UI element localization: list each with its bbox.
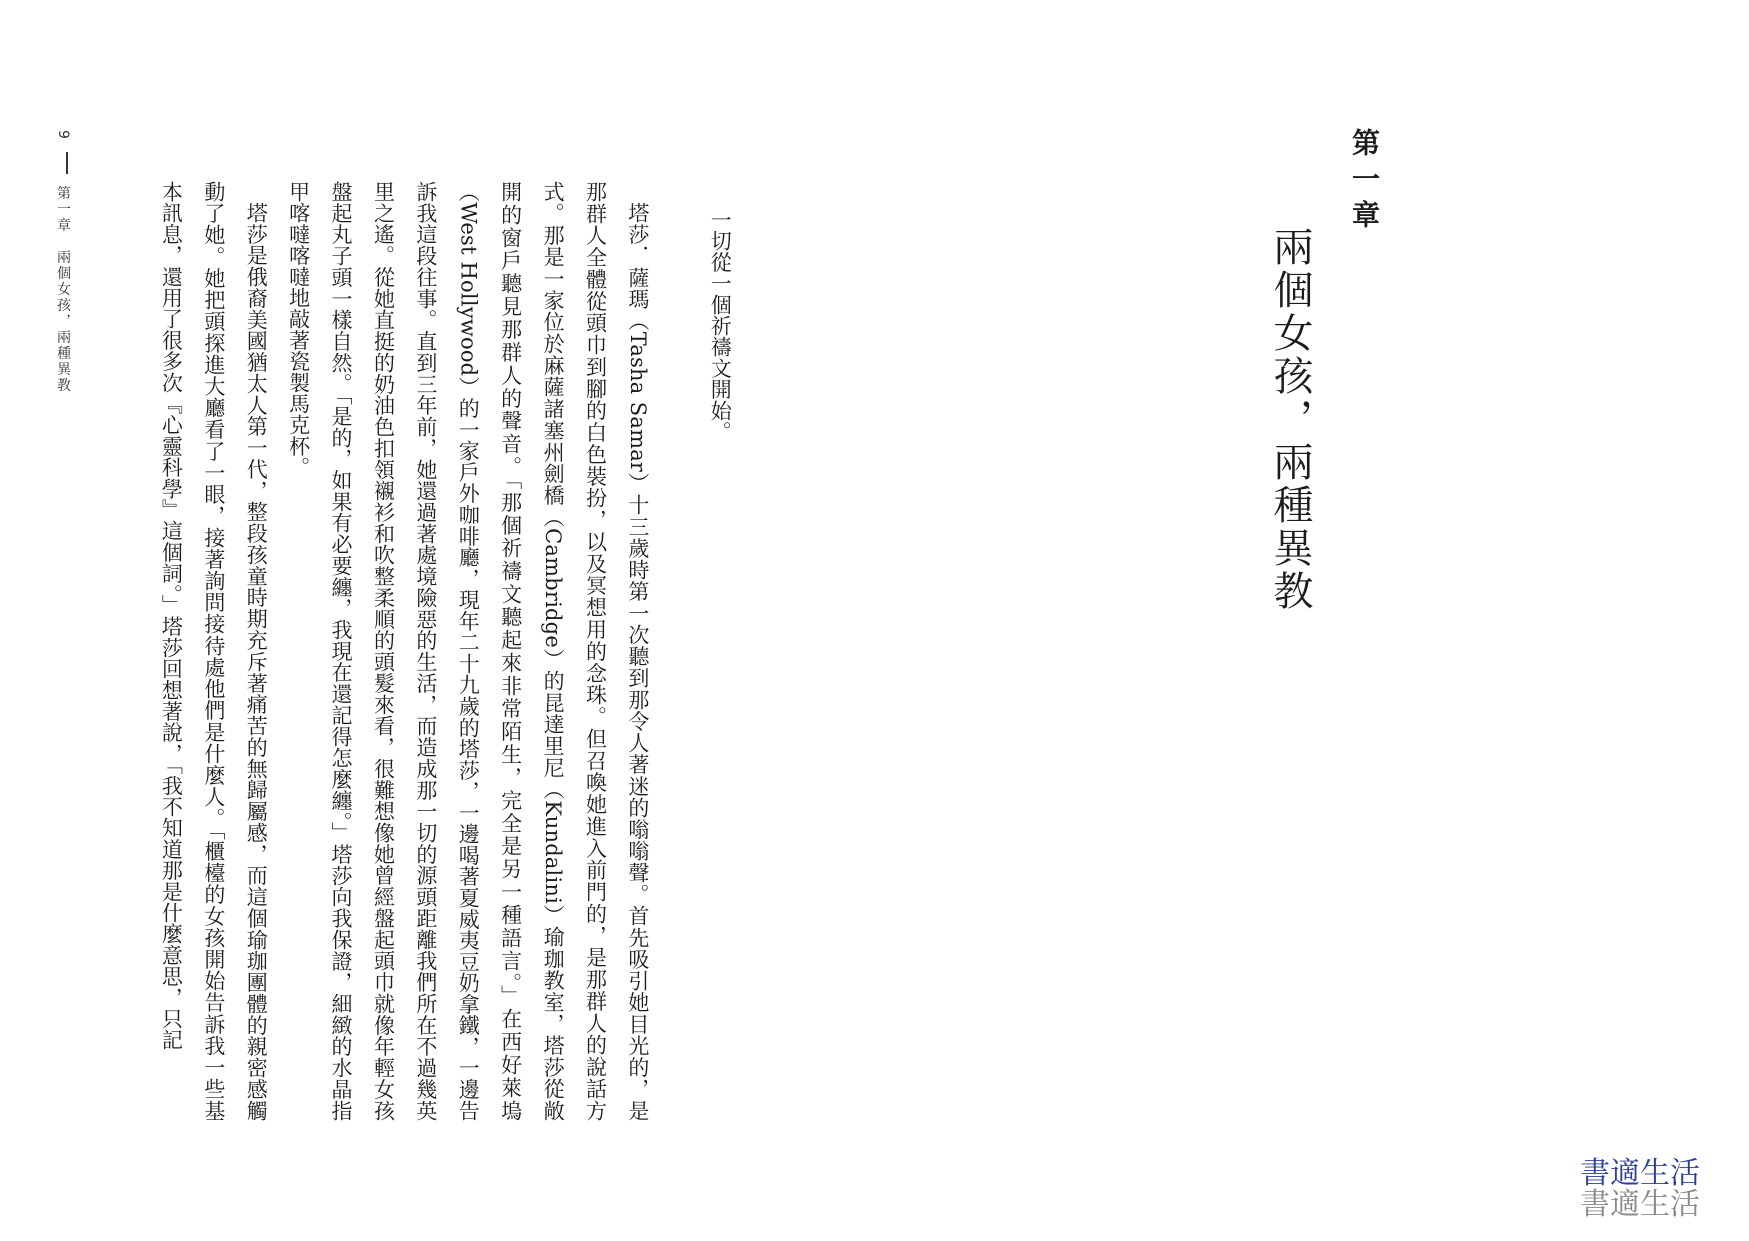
watermark-line-2: 書適生活 [1580,1187,1700,1222]
paragraph: 塔莎是俄裔美國猶太人第一代，整段孩童時期充斥著痛苦的無歸屬感，而這個瑜珈團體的親密感觸動了她。她把頭探進大廳看了一眼，接著詢問接待處他們是什麼人。「櫃檯的女孩開始告訴我一些基本訊息，還用了很多次『心靈科學』這個詞。」塔莎回想著說，「我不知道那是什麼意思，只記 [159,181,269,1121]
running-title: 第一章 兩個女孩，兩種異教 [55,185,71,394]
publisher-watermark [1580,1158,1710,1220]
opening-line: 一切從一個祈禱文開始。 [708,209,733,443]
footer-rule [66,152,68,174]
chapter-label: 第一章 [1348,128,1381,236]
paragraph: 塔莎．薩瑪（Tasha Samar）十三歲時第一次聽到那令人著迷的嗡嗡聲。首先吸引她目光的，是那群人全體從頭巾到腳的白色裝扮，以及冥想用的念珠。但召喚她進入前門的，是那群人的說話方式。那是一家位於麻薩諸塞州劍橋（Cambridge）的昆達里尼（Kundalini）瑜珈教室，塔莎從敞開的窗戶聽見那群人的聲音。「那個祈禱文聽起來非常陌生，完全是另一種語言。」在西好萊塢（West Hollywood）的一家戶外咖啡廳，現年二十九歲的塔莎，一邊喝著夏威夷豆奶拿鐵，一邊告訴我這段往事。直到三年前，她還過著處境險惡的生活，而造成那一切的源頭距離我們所在不過幾英里之遙。從她直挺的奶油色扣領襯衫和吹整柔順的頭髮來看，很難想像她曾經盤起頭巾就像年輕女孩盤起丸子頭一樣自然。「是的，如果有必要纏，我現在還記得怎麼纏。」塔莎向我保證，細緻的水晶指甲喀噠喀噠地敲著瓷製馬克杯。 [286,181,650,1121]
running-footer [54,130,72,394]
watermark-line-1: 書適生活 [1580,1156,1700,1191]
body-text [150,181,743,1121]
page-number: 9 [55,130,71,141]
chapter-title: 兩個女孩，兩種異教 [1267,226,1313,613]
